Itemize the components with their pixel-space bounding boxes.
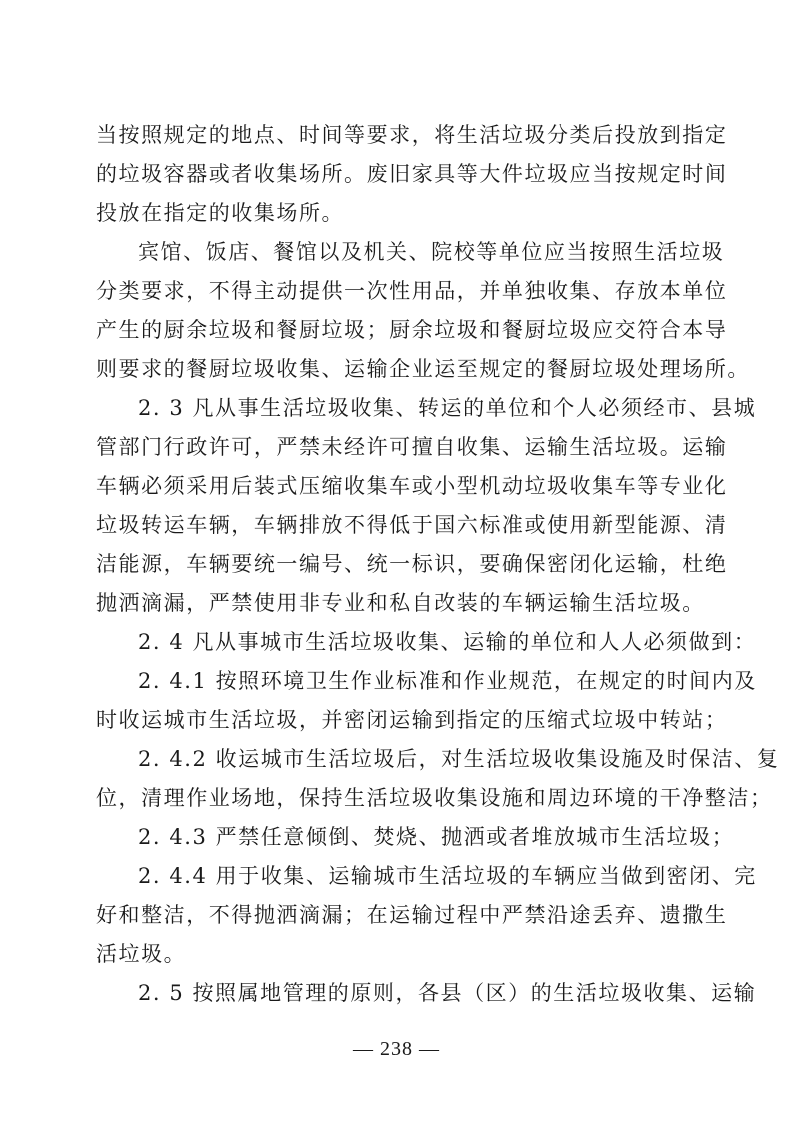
text-line: 洁能源，车辆要统一编号、统一标识，要确保密闭化运输，杜绝 xyxy=(96,552,728,576)
text-line: 2. 4.4 用于收集、运输城市生活垃圾的车辆应当做到密闭、完 xyxy=(138,864,757,888)
text-line: 2. 4.2 收运城市生活垃圾后，对生活垃圾收集设施及时保洁、复 xyxy=(138,747,780,771)
text-line: 产生的厨余垃圾和餐厨垃圾；厨余垃圾和餐厨垃圾应交符合本导 xyxy=(96,318,728,342)
text-line: 2. 4.1 按照环境卫生作业标准和作业规范，在规定的时间内及 xyxy=(138,669,757,693)
text-line: 2. 4 凡从事城市生活垃圾收集、运输的单位和人人必须做到： xyxy=(138,630,757,654)
text-line: 2. 5 按照属地管理的原则，各县（区）的生活垃圾收集、运输 xyxy=(138,981,757,1005)
text-line: 宾馆、饭店、餐馆以及机关、院校等单位应当按照生活垃圾 xyxy=(138,240,725,264)
paragraph-2-4-4 xyxy=(96,857,757,974)
text-line: 垃圾转运车辆，车辆排放不得低于国六标准或使用新型能源、清 xyxy=(96,513,728,537)
page-number: — 238 — xyxy=(353,1038,440,1060)
text-line: 投放在指定的收集场所。 xyxy=(96,201,345,225)
text-line: 的垃圾容器或者收集场所。废旧家具等大件垃圾应当按规定时间 xyxy=(96,162,728,186)
paragraph-2-4-1 xyxy=(96,662,757,740)
text-line: 时收运城市生活垃圾，并密闭运输到指定的压缩式垃圾中转站； xyxy=(96,708,728,732)
document-body xyxy=(96,116,780,1013)
text-line: 管部门行政许可，严禁未经许可擅自收集、运输生活垃圾。运输 xyxy=(96,435,728,459)
text-line: 分类要求，不得主动提供一次性用品，并单独收集、存放本单位 xyxy=(96,279,728,303)
paragraph-2-3 xyxy=(96,389,757,623)
paragraph-2 xyxy=(96,233,750,389)
text-line: 好和整洁，不得抛洒滴漏；在运输过程中严禁沿途丢弃、遗撒生 xyxy=(96,903,728,927)
paragraph-2-4-2 xyxy=(96,740,780,818)
text-line: 位，清理作业场地，保持生活垃圾收集设施和周边环境的干净整洁； xyxy=(96,786,773,810)
text-line: 2. 3 凡从事生活垃圾收集、转运的单位和个人必须经市、县城 xyxy=(138,396,757,420)
text-line: 当按照规定的地点、时间等要求，将生活垃圾分类后投放到指定 xyxy=(96,123,728,147)
paragraph-2-5 xyxy=(96,974,757,1013)
text-line: 2. 4.3 严禁任意倾倒、焚烧、抛洒或者堆放城市生活垃圾； xyxy=(138,825,735,849)
text-line: 活垃圾。 xyxy=(96,942,187,966)
text-line: 则要求的餐厨垃圾收集、运输企业运至规定的餐厨垃圾处理场所。 xyxy=(96,357,750,381)
paragraph-1 xyxy=(96,116,728,233)
text-line: 抛洒滴漏，严禁使用非专业和私自改装的车辆运输生活垃圾。 xyxy=(96,591,705,615)
paragraph-2-4 xyxy=(96,623,757,662)
text-line: 车辆必须采用后装式压缩收集车或小型机动垃圾收集车等专业化 xyxy=(96,474,728,498)
paragraph-2-4-3 xyxy=(96,818,735,857)
